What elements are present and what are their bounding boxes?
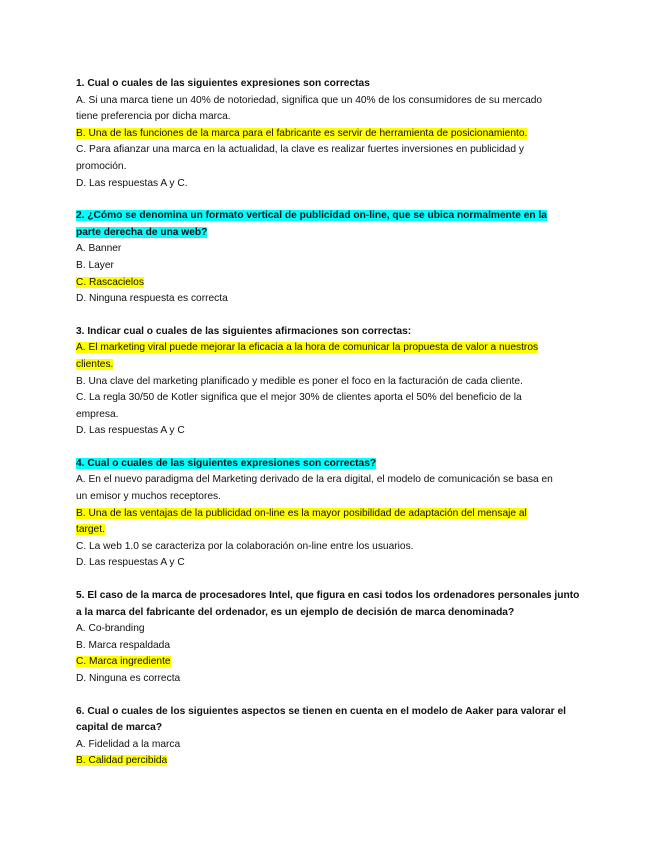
answer-option-text: C. La web 1.0 se caracteriza por la colaboración on-line entre los usuarios. bbox=[76, 540, 414, 552]
answer-option-text: promoción. bbox=[76, 160, 127, 172]
answer-option-line bbox=[76, 159, 586, 176]
question-6 bbox=[76, 704, 586, 770]
answer-option-line bbox=[76, 423, 586, 440]
answer-option-line bbox=[76, 407, 586, 424]
answer-option-line bbox=[76, 109, 586, 126]
highlighted-answer-text: C. Marca ingrediente bbox=[76, 656, 171, 668]
answer-option-text: A. Si una marca tiene un 40% de notoriedad, significa que un 40% de los consumidores de su mercado bbox=[76, 94, 543, 106]
answer-option-text: C. La regla 30/50 de Kotler significa que el mejor 30% de clientes aporta el 50% del beneficio de la bbox=[76, 392, 522, 404]
question-stem-line bbox=[76, 720, 586, 737]
answer-option-line bbox=[76, 258, 586, 275]
answer-option-line bbox=[76, 275, 586, 292]
answer-option-line bbox=[76, 390, 586, 407]
answer-option-line bbox=[76, 472, 586, 489]
answer-option-line bbox=[76, 126, 586, 143]
answer-option-line bbox=[76, 291, 586, 308]
question-stem-text: 5. El caso de la marca de procesadores Intel, que figura en casi todos los ordenadores personales junto bbox=[76, 590, 580, 602]
answer-option-text: D. Ninguna respuesta es correcta bbox=[76, 293, 228, 305]
answer-option-line bbox=[76, 93, 586, 110]
answer-option-line bbox=[76, 638, 586, 655]
answer-option-line bbox=[76, 539, 586, 556]
answer-option-text: A. Co-branding bbox=[76, 623, 145, 635]
quiz-content bbox=[76, 76, 586, 786]
answer-option-line bbox=[76, 374, 586, 391]
answer-option-line bbox=[76, 241, 586, 258]
question-1 bbox=[76, 76, 586, 192]
highlighted-answer-text: clientes. bbox=[76, 358, 114, 370]
answer-option-line bbox=[76, 176, 586, 193]
answer-option-line bbox=[76, 753, 586, 770]
answer-option-text: A. En el nuevo paradigma del Marketing derivado de la era digital, el modelo de comunicación se basa en bbox=[76, 474, 553, 486]
question-stem-line bbox=[76, 208, 586, 225]
answer-option-line bbox=[76, 340, 586, 357]
answer-option-text: D. Las respuestas A y C bbox=[76, 425, 185, 437]
answer-option-line bbox=[76, 522, 586, 539]
question-3 bbox=[76, 324, 586, 440]
question-4 bbox=[76, 456, 586, 572]
question-stem-text: a la marca del fabricante del ordenador, es un ejemplo de decisión de marca denominada? bbox=[76, 606, 515, 618]
answer-option-text: B. Marca respaldada bbox=[76, 639, 171, 651]
question-5 bbox=[76, 588, 586, 688]
answer-option-text: D. Ninguna es correcta bbox=[76, 673, 181, 684]
question-stem-text: 3. Indicar cual o cuales de las siguientes afirmaciones son correctas: bbox=[76, 325, 412, 337]
answer-option-line bbox=[76, 357, 586, 374]
answer-option-text: un emisor y muchos receptores. bbox=[76, 491, 221, 503]
highlighted-answer-text: A. El marketing viral puede mejorar la eficacia a la hora de comunicar la propuesta de valor a nuestros bbox=[76, 342, 539, 354]
answer-option-text: C. Para afianzar una marca en la actualidad, la clave es realizar fuertes inversiones en publicidad y bbox=[76, 144, 524, 156]
highlighted-answer-text: B. Una de las funciones de la marca para el fabricante es servir de herramienta de posicionamiento. bbox=[76, 127, 528, 139]
answer-option-line bbox=[76, 142, 586, 159]
highlighted-answer-text: C. Rascacielos bbox=[76, 276, 144, 288]
question-stem-line bbox=[76, 324, 586, 341]
highlighted-answer-text: target. bbox=[76, 524, 105, 536]
highlighted-answer-text: B. Calidad percibida bbox=[76, 755, 168, 767]
answer-option-text: B. Layer bbox=[76, 259, 114, 271]
answer-option-text: empresa. bbox=[76, 408, 119, 420]
answer-option-text: D. Las respuestas A y C. bbox=[76, 177, 188, 189]
answer-option-line bbox=[76, 737, 586, 754]
question-stem-text: parte derecha de una web? bbox=[76, 226, 208, 238]
question-stem-text: 6. Cual o cuales de los siguientes aspectos se tienen en cuenta en el modelo de Aaker para valorar el bbox=[76, 705, 566, 717]
answer-option-text: A. Fidelidad a la marca bbox=[76, 738, 181, 750]
question-stem-line bbox=[76, 704, 586, 721]
question-stem-text: 4. Cual o cuales de las siguientes expresiones son correctas? bbox=[76, 457, 377, 469]
answer-option-line bbox=[76, 489, 586, 506]
question-2 bbox=[76, 208, 586, 308]
question-stem-line bbox=[76, 605, 586, 622]
question-stem-line bbox=[76, 225, 586, 242]
answer-option-text: B. Una clave del marketing planificado y medible es poner el foco en la facturación de cada cliente. bbox=[76, 375, 523, 387]
question-stem-line bbox=[76, 76, 586, 93]
answer-option-line bbox=[76, 506, 586, 523]
answer-option-line bbox=[76, 671, 586, 688]
answer-option-text: A. Banner bbox=[76, 243, 122, 255]
highlighted-answer-text: B. Una de las ventajas de la publicidad on-line es la mayor posibilidad de adaptación del mensaje al bbox=[76, 507, 527, 519]
question-stem-text: 1. Cual o cuales de las siguientes expresiones son correctas bbox=[76, 78, 370, 89]
question-stem-text: capital de marca? bbox=[76, 722, 163, 734]
answer-option-line bbox=[76, 555, 586, 572]
answer-option-line bbox=[76, 654, 586, 671]
answer-option-text: D. Las respuestas A y C bbox=[76, 557, 185, 569]
question-stem-text: 2. ¿Cómo se denomina un formato vertical de publicidad on-line, que se ubica normalmente en la bbox=[76, 210, 547, 222]
question-stem-line bbox=[76, 456, 586, 473]
answer-option-text: tiene preferencia por dicha marca. bbox=[76, 111, 231, 123]
question-stem-line bbox=[76, 588, 586, 605]
answer-option-line bbox=[76, 621, 586, 638]
